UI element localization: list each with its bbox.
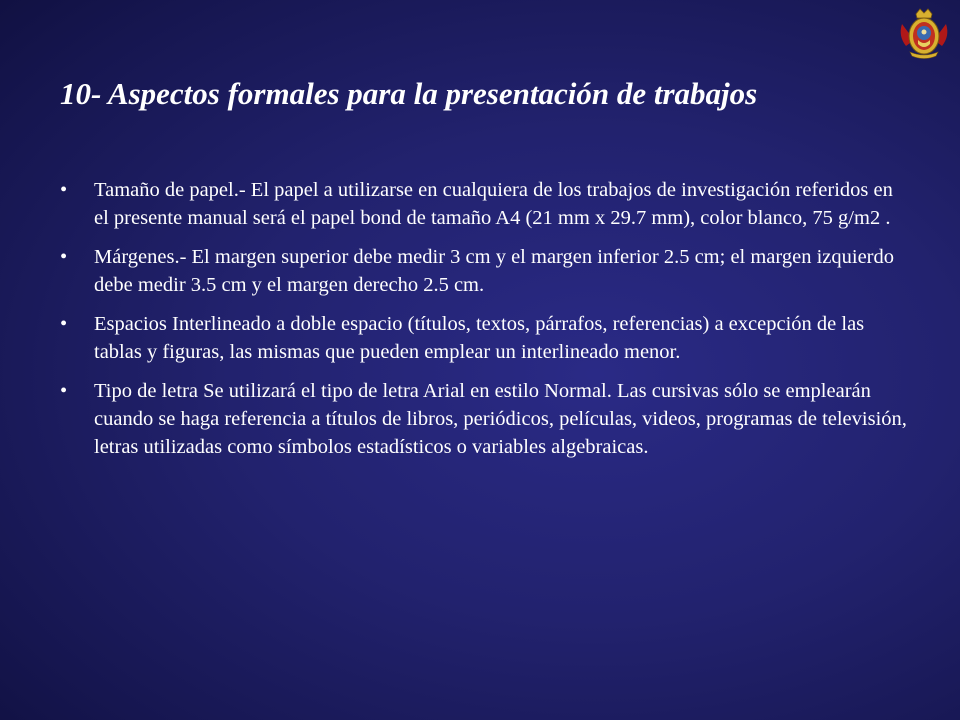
university-coat-of-arms-icon bbox=[896, 6, 952, 62]
bullet-paper-size bbox=[60, 176, 910, 232]
slide-title: 10- Aspectos formales para la presentación de trabajos bbox=[60, 76, 758, 111]
bullet-dot: • bbox=[60, 179, 68, 201]
bullet-line-spacing bbox=[60, 310, 910, 366]
bullet-dot: • bbox=[60, 313, 68, 335]
bullet-dot: • bbox=[60, 380, 68, 402]
bullet-margins bbox=[60, 243, 910, 299]
bullet-text: Tamaño de papel.- El papel a utilizarse en cualquiera de los trabajos de investigación referidos en el presente manual será el papel bond de tamaño A4 (21 mm x 29.7 mm), color blanco, 75 g/m2 . bbox=[94, 179, 893, 229]
bullet-text: Márgenes.- El margen superior debe medir 3 cm y el margen inferior 2.5 cm; el margen izquierdo debe medir 3.5 cm y el margen derecho 2.5 cm. bbox=[94, 246, 895, 296]
bullet-font-type bbox=[60, 377, 910, 461]
bullet-text: Tipo de letra Se utilizará el tipo de letra Arial en estilo Normal. Las cursivas sólo se emplearán cuando se haga referencia a títulos de libros, periódicos, películas, videos, programas de televisión, letras utilizadas como símbolos estadísticos o variables algebraicas. bbox=[94, 380, 907, 458]
bullet-list bbox=[60, 176, 910, 472]
bullet-dot: • bbox=[60, 246, 68, 268]
bullet-text: Espacios Interlineado a doble espacio (títulos, textos, párrafos, referencias) a excepción de las tablas y figuras, las mismas que pueden emplear un interlineado menor. bbox=[94, 313, 865, 363]
